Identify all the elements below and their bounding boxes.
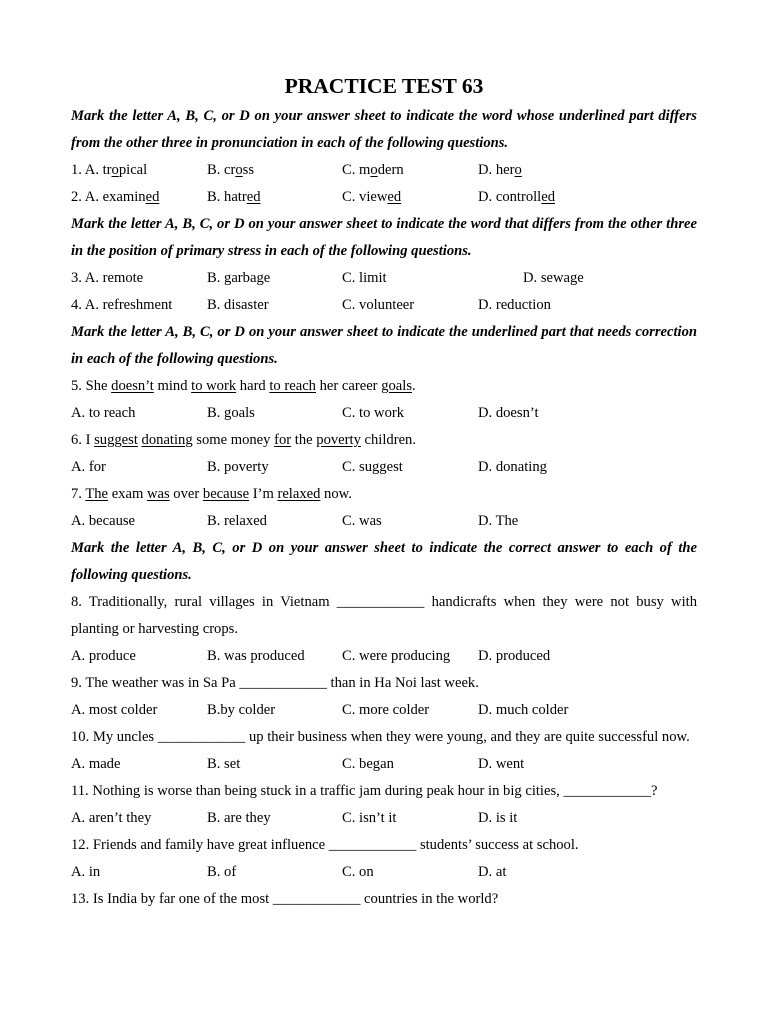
answer-option bbox=[71, 265, 143, 292]
underlined-segment: o bbox=[111, 162, 119, 178]
answer-options-row bbox=[71, 265, 697, 292]
text-segment: some money bbox=[192, 432, 275, 448]
answer-option bbox=[478, 400, 539, 427]
text-segment: D. her bbox=[478, 162, 515, 178]
answer-option bbox=[71, 643, 136, 670]
answer-option bbox=[342, 157, 404, 184]
answer-option bbox=[342, 697, 429, 724]
text-segment: the bbox=[291, 432, 317, 448]
text-segment: D. reduction bbox=[478, 297, 551, 313]
underlined-segment: o bbox=[514, 162, 522, 178]
answer-option bbox=[342, 265, 387, 292]
answer-option bbox=[342, 292, 414, 319]
answer-option bbox=[342, 751, 394, 778]
question-stem bbox=[71, 427, 697, 454]
answer-option bbox=[342, 805, 396, 832]
underlined-segment: because bbox=[202, 486, 250, 502]
answer-option bbox=[342, 184, 401, 211]
answer-option bbox=[207, 697, 275, 724]
answer-option bbox=[207, 805, 271, 832]
text-segment: D. donating bbox=[478, 459, 547, 475]
text-segment: exam bbox=[108, 486, 147, 502]
answer-option bbox=[71, 859, 100, 886]
text-segment: C. were producing bbox=[342, 648, 451, 664]
answer-options-row bbox=[71, 508, 697, 535]
text-segment: B. garbage bbox=[207, 270, 271, 286]
text-segment: B. goals bbox=[207, 405, 255, 421]
text-segment: B. are they bbox=[207, 810, 271, 826]
underlined-segment: doesn’t bbox=[111, 378, 154, 394]
text-segment: B. of bbox=[207, 864, 237, 880]
text-segment: A. aren’t they bbox=[71, 810, 152, 826]
text-segment: 1. A. tr bbox=[71, 162, 112, 178]
answer-options-row bbox=[71, 400, 697, 427]
answer-option bbox=[207, 265, 270, 292]
underlined-segment: ed bbox=[387, 189, 402, 205]
answer-option bbox=[207, 859, 236, 886]
question-stem bbox=[71, 670, 697, 697]
text-segment: A. to reach bbox=[71, 405, 136, 421]
answer-options-row bbox=[71, 184, 697, 211]
question-stem bbox=[71, 886, 697, 913]
text-segment: . bbox=[412, 378, 416, 394]
text-segment: 4. A. refreshment bbox=[71, 297, 173, 313]
text-segment: D. doesn’t bbox=[478, 405, 539, 421]
document-page bbox=[71, 70, 697, 913]
answer-options-row bbox=[71, 859, 697, 886]
text-segment: her career bbox=[315, 378, 382, 394]
answer-options-row bbox=[71, 454, 697, 481]
text-segment: children. bbox=[360, 432, 416, 448]
answer-option bbox=[71, 751, 120, 778]
text-segment: D. controll bbox=[478, 189, 542, 205]
answer-option bbox=[71, 400, 135, 427]
text-segment: C. began bbox=[342, 756, 394, 772]
text-segment: B. hatr bbox=[207, 189, 247, 205]
text-segment: C. on bbox=[342, 864, 374, 880]
answer-option bbox=[207, 454, 269, 481]
section-instruction: Mark the letter A, B, C, or D on your answer sheet to indicate the underlined part that needs correction in each of the following questions. bbox=[71, 324, 697, 367]
text-segment: pical bbox=[118, 162, 148, 178]
text-segment: D. The bbox=[478, 513, 519, 529]
text-segment: 10. My uncles ____________ up their business when they were young, and they are quite successful now. bbox=[71, 729, 690, 745]
text-segment: D. went bbox=[478, 756, 525, 772]
question-stem bbox=[71, 481, 697, 508]
text-segment: C. limit bbox=[342, 270, 387, 286]
underlined-segment: to reach bbox=[269, 378, 316, 394]
answer-option bbox=[478, 157, 522, 184]
answer-option bbox=[478, 292, 551, 319]
text-segment: 6. I bbox=[71, 432, 95, 448]
text-segment: 11. Nothing is worse than being stuck in a traffic jam during peak hour in big cities, ____________? bbox=[71, 783, 658, 799]
test-content bbox=[71, 103, 697, 913]
text-segment: B.by colder bbox=[207, 702, 276, 718]
text-segment: C. isn’t it bbox=[342, 810, 397, 826]
section-instruction: Mark the letter A, B, C, or D on your answer sheet to indicate the word that differs from the other three in the position of primary stress in each of the following questions. bbox=[71, 216, 697, 259]
answer-option bbox=[342, 643, 450, 670]
answer-option bbox=[71, 292, 172, 319]
underlined-segment: donating bbox=[141, 432, 193, 448]
question-stem bbox=[71, 778, 697, 805]
text-segment: C. volunteer bbox=[342, 297, 415, 313]
answer-option bbox=[478, 805, 517, 832]
text-segment: A. most colder bbox=[71, 702, 158, 718]
text-segment: D. is it bbox=[478, 810, 518, 826]
answer-option bbox=[71, 157, 147, 184]
text-segment: B. cr bbox=[207, 162, 236, 178]
answer-option bbox=[478, 643, 550, 670]
answer-options-row bbox=[71, 157, 697, 184]
answer-option bbox=[478, 184, 555, 211]
answer-option bbox=[478, 751, 524, 778]
answer-options-row bbox=[71, 697, 697, 724]
text-segment: hard bbox=[236, 378, 270, 394]
underlined-segment: o bbox=[235, 162, 243, 178]
text-segment: B. set bbox=[207, 756, 241, 772]
underlined-segment: o bbox=[370, 162, 378, 178]
answer-option bbox=[207, 508, 267, 535]
underlined-segment: The bbox=[85, 486, 109, 502]
answer-option bbox=[478, 697, 568, 724]
answer-option bbox=[207, 400, 255, 427]
text-segment: mind bbox=[153, 378, 192, 394]
underlined-segment: ed bbox=[145, 189, 160, 205]
answer-option bbox=[342, 859, 374, 886]
text-segment: dern bbox=[377, 162, 404, 178]
text-segment: 9. The weather was in Sa Pa ____________ than in Ha Noi last week. bbox=[71, 675, 479, 691]
text-segment: now. bbox=[320, 486, 352, 502]
text-segment: 3. A. remote bbox=[71, 270, 144, 286]
underlined-segment: suggest bbox=[94, 432, 138, 448]
answer-option bbox=[478, 508, 518, 535]
answer-option bbox=[207, 751, 240, 778]
text-segment: ss bbox=[242, 162, 255, 178]
text-segment: B. was produced bbox=[207, 648, 305, 664]
underlined-segment: was bbox=[146, 486, 170, 502]
text-segment: D. much colder bbox=[478, 702, 569, 718]
underlined-segment: goals bbox=[381, 378, 412, 394]
text-segment: C. view bbox=[342, 189, 388, 205]
answer-option bbox=[342, 454, 403, 481]
text-segment: C. more colder bbox=[342, 702, 430, 718]
text-segment: D. produced bbox=[478, 648, 551, 664]
text-segment: A. in bbox=[71, 864, 101, 880]
text-segment: B. poverty bbox=[207, 459, 269, 475]
question-stem bbox=[71, 589, 697, 643]
answer-option bbox=[207, 292, 269, 319]
text-segment: D. sewage bbox=[523, 270, 584, 286]
text-segment: I’m bbox=[249, 486, 278, 502]
text-segment: 2. A. examin bbox=[71, 189, 146, 205]
answer-option bbox=[71, 508, 135, 535]
section-instruction: Mark the letter A, B, C, or D on your answer sheet to indicate the word whose underlined part differs from the other three in pronunciation in each of the following questions. bbox=[71, 108, 697, 151]
page-title: PRACTICE TEST 63 bbox=[284, 74, 484, 98]
question-stem bbox=[71, 373, 697, 400]
text-segment: C. m bbox=[342, 162, 371, 178]
text-segment: A. produce bbox=[71, 648, 136, 664]
underlined-segment: to work bbox=[191, 378, 237, 394]
underlined-segment: relaxed bbox=[277, 486, 321, 502]
text-segment: 8. Traditionally, rural villages in Vietnam ____________ handicrafts when they were not busy with planting or harvesting crops. bbox=[71, 594, 697, 637]
text-segment: 13. Is India by far one of the most ____________ countries in the world? bbox=[71, 891, 499, 907]
underlined-segment: ed bbox=[541, 189, 556, 205]
text-segment: D. at bbox=[478, 864, 507, 880]
text-segment: B. relaxed bbox=[207, 513, 267, 529]
text-segment: A. made bbox=[71, 756, 121, 772]
text-segment: B. disaster bbox=[207, 297, 269, 313]
underlined-segment: ed bbox=[246, 189, 261, 205]
text-segment: C. suggest bbox=[342, 459, 403, 475]
answer-option bbox=[342, 508, 382, 535]
answer-options-row bbox=[71, 751, 697, 778]
underlined-segment: poverty bbox=[316, 432, 361, 448]
text-segment: 5. She bbox=[71, 378, 112, 394]
answer-option bbox=[71, 454, 106, 481]
question-stem bbox=[71, 724, 697, 751]
question-stem bbox=[71, 832, 697, 859]
text-segment: A. for bbox=[71, 459, 106, 475]
underlined-segment: for bbox=[274, 432, 292, 448]
text-segment: C. was bbox=[342, 513, 382, 529]
answer-option bbox=[207, 643, 305, 670]
answer-options-row bbox=[71, 643, 697, 670]
answer-option bbox=[207, 184, 261, 211]
answer-option bbox=[71, 805, 151, 832]
text-segment: C. to work bbox=[342, 405, 405, 421]
section-instruction: Mark the letter A, B, C, or D on your answer sheet to indicate the correct answer to each of the following questions. bbox=[71, 540, 697, 583]
answer-option bbox=[71, 184, 159, 211]
answer-option bbox=[71, 697, 157, 724]
answer-option bbox=[207, 157, 254, 184]
answer-options-row bbox=[71, 805, 697, 832]
text-segment: 12. Friends and family have great influence ____________ students’ success at school. bbox=[71, 837, 579, 853]
text-segment: 7. bbox=[71, 486, 86, 502]
answer-options-row bbox=[71, 292, 697, 319]
answer-option bbox=[478, 454, 547, 481]
answer-option bbox=[523, 265, 584, 292]
answer-option bbox=[478, 859, 506, 886]
answer-option bbox=[342, 400, 404, 427]
text-segment: A. because bbox=[71, 513, 136, 529]
text-segment: over bbox=[169, 486, 203, 502]
